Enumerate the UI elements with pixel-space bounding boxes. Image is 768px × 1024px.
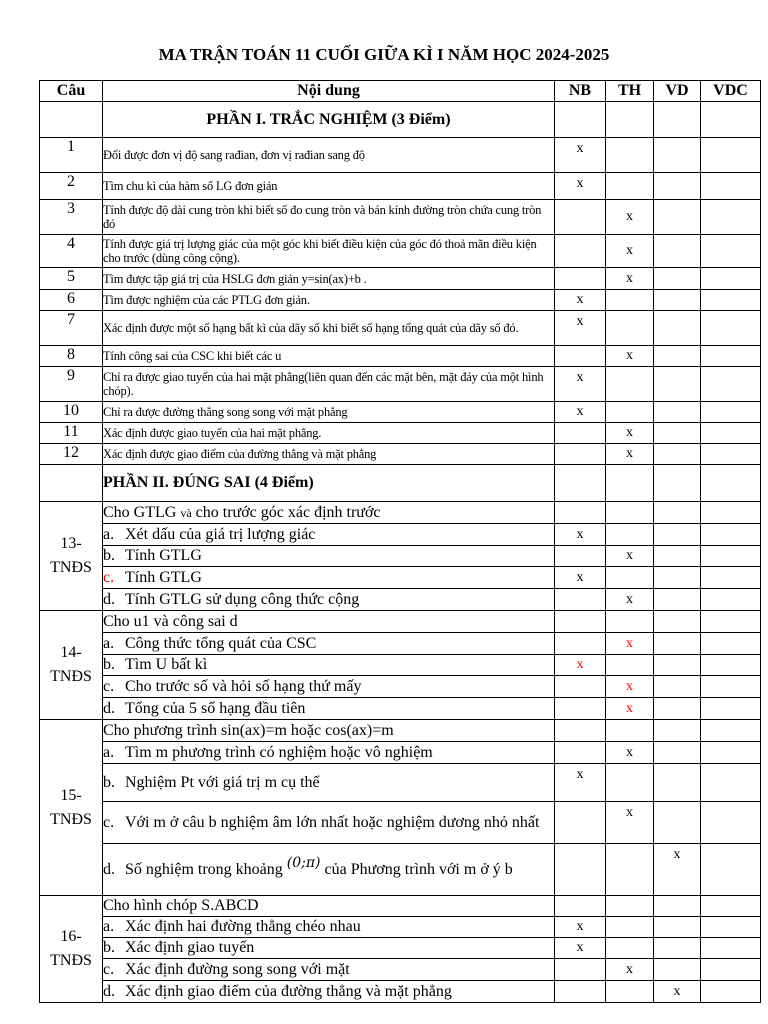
header-cau: Câu <box>40 81 103 102</box>
group-label-number: 16- <box>60 928 82 945</box>
sub-item <box>103 589 555 611</box>
cell-nb: x <box>555 290 606 311</box>
cell-vd <box>654 402 701 423</box>
interval-formula: (0;π) <box>286 854 321 871</box>
group-intro-row <box>40 502 761 524</box>
cell-vdc <box>701 676 761 698</box>
cell-vdc <box>701 764 761 802</box>
cell-vd <box>654 367 701 402</box>
question-description: Tìm chu kì của hàm số LG đơn giản <box>103 173 555 200</box>
sub-item-letter: d. <box>103 860 115 878</box>
question-number: 5 <box>40 268 103 290</box>
sub-item <box>103 633 555 655</box>
question-row <box>40 346 761 367</box>
cell-vdc <box>701 235 761 268</box>
cell-nb <box>555 444 606 465</box>
sub-item <box>103 676 555 698</box>
cell-vd <box>654 346 701 367</box>
group-intro-row <box>40 611 761 633</box>
cell-vdc <box>701 290 761 311</box>
sub-item-text: Xét dấu của giá trị lượng giác <box>125 525 316 543</box>
cell-vd <box>654 802 701 844</box>
cell-nb <box>555 698 606 720</box>
sub-item-row <box>40 633 761 655</box>
cell-vd: x <box>654 981 701 1003</box>
sub-item-text: Công thức tổng quát của CSC <box>125 634 317 652</box>
cell-th: x <box>606 423 654 444</box>
sub-item-letter: a. <box>103 634 115 652</box>
group-intro-empty-cell <box>555 611 606 633</box>
cell-th <box>606 844 654 896</box>
question-row <box>40 290 761 311</box>
sub-item <box>103 524 555 546</box>
cell-vd <box>654 742 701 764</box>
sub-item <box>103 938 555 959</box>
header-vd: VD <box>654 81 701 102</box>
sub-item-wrap <box>103 634 554 654</box>
group-intro: Cho phương trình sin(ax)=m hoặc cos(ax)=m <box>103 720 555 742</box>
cell-th <box>606 138 654 173</box>
cell-nb: x <box>555 138 606 173</box>
sub-item <box>103 764 555 802</box>
cell-nb <box>555 676 606 698</box>
part-empty-cell <box>555 465 606 502</box>
sub-item-text: Cho trước số và hỏi số hạng thứ mấy <box>125 677 362 695</box>
part-1-row <box>40 102 761 138</box>
question-number: 4 <box>40 235 103 268</box>
cell-vdc <box>701 742 761 764</box>
question-description: Tính công sai của CSC khi biết các u <box>103 346 555 367</box>
sub-item-text: Nghiệm Pt với giá trị m cụ thể <box>125 773 320 791</box>
group-label-number: 13- <box>60 535 82 552</box>
sub-item-text-before: Số nghiệm trong khoảng <box>125 860 283 878</box>
header-th: TH <box>606 81 654 102</box>
sub-item-letter: b. <box>103 547 115 564</box>
cell-nb <box>555 268 606 290</box>
cell-vd <box>654 524 701 546</box>
group-intro-empty-cell <box>606 611 654 633</box>
sub-item-letter: c. <box>103 568 115 586</box>
cell-vd <box>654 311 701 346</box>
sub-item-wrap <box>103 960 554 980</box>
sub-item-letter: d. <box>103 699 115 717</box>
document-title: MA TRẬN TOÁN 11 CUỐI GIỮA KÌ I NĂM HỌC 2024-2025 <box>158 45 610 64</box>
cell-vdc <box>701 655 761 676</box>
cell-th <box>606 938 654 959</box>
cell-nb <box>555 200 606 235</box>
cell-nb <box>555 959 606 981</box>
cell-nb <box>555 423 606 444</box>
question-number: 9 <box>40 367 103 402</box>
cell-th: x <box>606 742 654 764</box>
group-intro-empty-cell <box>606 896 654 917</box>
sub-item <box>103 742 555 764</box>
cell-th: x <box>606 346 654 367</box>
sub-item-wrap <box>103 854 554 880</box>
sub-item-wrap <box>103 917 554 937</box>
part-empty-cell <box>701 465 761 502</box>
sub-item-wrap <box>103 546 554 566</box>
cell-nb <box>555 235 606 268</box>
question-number: 11 <box>40 423 103 444</box>
cell-th: x <box>606 959 654 981</box>
sub-item-row <box>40 981 761 1003</box>
part-title: PHẦN II. ĐÚNG SAI (4 Điểm) <box>103 465 555 502</box>
cell-vd <box>654 764 701 802</box>
sub-item-row <box>40 764 761 802</box>
cell-vdc <box>701 268 761 290</box>
part-empty-cell <box>654 102 701 138</box>
header-noi-dung: Nội dung <box>103 81 555 102</box>
cell-nb: x <box>555 367 606 402</box>
cell-vdc <box>701 844 761 896</box>
group-label-number: 14- <box>60 644 82 661</box>
cell-vd <box>654 546 701 567</box>
question-row <box>40 444 761 465</box>
cell-vd <box>654 698 701 720</box>
cell-vdc <box>701 138 761 173</box>
question-row <box>40 235 761 268</box>
cell-vdc <box>701 698 761 720</box>
cell-th: x <box>606 633 654 655</box>
cell-vd <box>654 938 701 959</box>
group-label-type: TNĐS <box>50 668 92 685</box>
cell-th: x <box>606 235 654 268</box>
sub-item-row <box>40 589 761 611</box>
cell-vdc <box>701 589 761 611</box>
sub-item-letter: a. <box>103 918 115 935</box>
sub-item-wrap <box>103 813 554 833</box>
cell-nb: x <box>555 524 606 546</box>
question-description: Tính được giá trị lượng giác của một góc khi biết điều kiện của góc đó thoả mãn điều kiện cho trước (dùng công cộng). <box>103 235 555 268</box>
cell-vd <box>654 290 701 311</box>
cell-vdc <box>701 346 761 367</box>
question-number: 1 <box>40 138 103 173</box>
sub-item-row <box>40 676 761 698</box>
cell-th <box>606 981 654 1003</box>
sub-item-wrap <box>103 568 554 588</box>
cell-vdc <box>701 917 761 938</box>
group-intro-empty-cell <box>654 502 701 524</box>
sub-item-letter: b. <box>103 939 115 956</box>
question-description: Tính được độ dài cung tròn khi biết số đo cung tròn và bán kính đường tròn chứa cung tròn đó <box>103 200 555 235</box>
sub-item-text: Xác định giao điểm của đường thẳng và mặt phẳng <box>125 982 452 1000</box>
question-row <box>40 173 761 200</box>
cell-th <box>606 917 654 938</box>
cell-vd <box>654 655 701 676</box>
sub-item-letter: a. <box>103 525 115 543</box>
cell-th <box>606 764 654 802</box>
question-description: Tìm được tập giá trị của HSLG đơn giản y=sin(ax)+b . <box>103 268 555 290</box>
sub-item-wrap <box>103 743 554 763</box>
cell-nb <box>555 981 606 1003</box>
sub-item-wrap <box>103 699 554 719</box>
cell-vdc <box>701 173 761 200</box>
sub-item <box>103 546 555 567</box>
cell-vd <box>654 235 701 268</box>
sub-item-text: Tính GTLG <box>125 568 202 586</box>
cell-nb: x <box>555 311 606 346</box>
question-description: Xác định được một số hạng bất kì của dãy số khi biết số hạng tổng quát của dãy số đó. <box>103 311 555 346</box>
question-number: 2 <box>40 173 103 200</box>
sub-item-wrap <box>103 982 554 1002</box>
sub-item-letter: b. <box>103 773 115 791</box>
sub-item-text: Tính GTLG <box>125 547 202 564</box>
sub-item-text: Tổng của 5 số hạng đầu tiên <box>125 699 306 717</box>
sub-item <box>103 981 555 1003</box>
question-row <box>40 423 761 444</box>
question-row <box>40 311 761 346</box>
part-title: PHẦN I. TRẮC NGHIỆM (3 Điểm) <box>103 102 555 138</box>
sub-item-letter: c. <box>103 677 115 695</box>
sub-item-row <box>40 546 761 567</box>
cell-nb <box>555 742 606 764</box>
cell-vdc <box>701 402 761 423</box>
content-matrix-table <box>39 80 761 1003</box>
header-nb: NB <box>555 81 606 102</box>
group-intro-empty-cell <box>701 502 761 524</box>
question-number: 3 <box>40 200 103 235</box>
group-intro-rest: cho trước góc xác định trước <box>191 503 381 521</box>
question-description: Xác định được giao điểm của đường thẳng và mặt phẳng <box>103 444 555 465</box>
sub-item-text <box>125 854 513 880</box>
cell-vdc <box>701 311 761 346</box>
sub-item-letter: b. <box>103 656 115 673</box>
question-row <box>40 367 761 402</box>
group-intro-small: và <box>180 505 192 520</box>
group-intro-row <box>40 720 761 742</box>
sub-item-row <box>40 802 761 844</box>
cell-th <box>606 173 654 200</box>
sub-item-letter: a. <box>103 743 115 761</box>
group-label-type: TNĐS <box>50 952 92 969</box>
question-number: 8 <box>40 346 103 367</box>
cell-vd <box>654 589 701 611</box>
sub-item <box>103 959 555 981</box>
group-label <box>40 611 103 720</box>
sub-item-wrap <box>103 677 554 697</box>
cell-vdc <box>701 546 761 567</box>
sub-item-row <box>40 698 761 720</box>
sub-item-text: Xác định giao tuyến <box>125 939 255 956</box>
cell-vdc <box>701 981 761 1003</box>
cell-vdc <box>701 567 761 589</box>
sub-item-row <box>40 938 761 959</box>
question-description: Xác định được giao tuyến của hai mặt phẳng. <box>103 423 555 444</box>
group-label-type: TNĐS <box>50 559 92 576</box>
cell-th: x <box>606 589 654 611</box>
cell-vd <box>654 268 701 290</box>
cell-vd <box>654 444 701 465</box>
question-number: 12 <box>40 444 103 465</box>
group-intro-empty-cell <box>555 720 606 742</box>
cell-vd <box>654 423 701 444</box>
cell-vd <box>654 173 701 200</box>
cell-nb <box>555 546 606 567</box>
group-intro-empty-cell <box>555 502 606 524</box>
group-intro-empty-cell <box>606 720 654 742</box>
cell-nb <box>555 844 606 896</box>
question-row <box>40 200 761 235</box>
cell-th: x <box>606 802 654 844</box>
question-description: Chỉ ra được đường thẳng song song với mặt phẳng <box>103 402 555 423</box>
cell-vdc <box>701 959 761 981</box>
cell-vd <box>654 567 701 589</box>
sub-item-text-after: của Phương trình với m ở ý b <box>324 860 513 878</box>
cell-th <box>606 402 654 423</box>
sub-item-wrap <box>103 525 554 545</box>
question-row <box>40 268 761 290</box>
cell-th <box>606 655 654 676</box>
cell-nb: x <box>555 938 606 959</box>
cell-vdc <box>701 524 761 546</box>
cell-nb: x <box>555 764 606 802</box>
part-empty-cell <box>555 102 606 138</box>
header-row <box>40 81 761 102</box>
cell-nb: x <box>555 173 606 200</box>
cell-nb: x <box>555 917 606 938</box>
sub-item-text: Xác định đường song song với mặt <box>125 960 350 978</box>
sub-item <box>103 802 555 844</box>
sub-item-text: Xác định hai đường thẳng chéo nhau <box>125 918 361 935</box>
cell-vd <box>654 676 701 698</box>
sub-item-wrap <box>103 773 554 793</box>
sub-item <box>103 917 555 938</box>
sub-item-row <box>40 844 761 896</box>
cell-vdc <box>701 367 761 402</box>
question-description: Đổi được đơn vị độ sang rađian, đơn vị rađian sang độ <box>103 138 555 173</box>
cell-th: x <box>606 200 654 235</box>
cell-vd <box>654 200 701 235</box>
question-row <box>40 402 761 423</box>
cell-vd <box>654 138 701 173</box>
group-intro <box>103 502 555 524</box>
question-number: 7 <box>40 311 103 346</box>
group-intro: Cho hình chóp S.ABCD <box>103 896 555 917</box>
sub-item-text: Tìm m phương trình có nghiệm hoặc vô nghiệm <box>125 743 433 761</box>
cell-th: x <box>606 676 654 698</box>
cell-vdc <box>701 938 761 959</box>
cell-vd: x <box>654 844 701 896</box>
sub-item-row <box>40 524 761 546</box>
sub-item-row <box>40 742 761 764</box>
cell-th: x <box>606 546 654 567</box>
part-empty-cell <box>606 465 654 502</box>
cell-vdc <box>701 802 761 844</box>
cell-th: x <box>606 444 654 465</box>
cell-th <box>606 567 654 589</box>
cell-th: x <box>606 268 654 290</box>
cell-vdc <box>701 633 761 655</box>
cell-nb: x <box>555 567 606 589</box>
question-description: Tìm được nghiệm của các PTLG đơn giản. <box>103 290 555 311</box>
cell-vd <box>654 633 701 655</box>
cell-vdc <box>701 444 761 465</box>
part-num-cell <box>40 102 103 138</box>
cell-nb: x <box>555 402 606 423</box>
sub-item-wrap <box>103 655 554 675</box>
part-empty-cell <box>654 465 701 502</box>
cell-nb <box>555 633 606 655</box>
group-intro-empty-cell <box>654 896 701 917</box>
part-num-cell <box>40 465 103 502</box>
part-empty-cell <box>701 102 761 138</box>
sub-item-row <box>40 917 761 938</box>
group-intro-empty-cell <box>701 896 761 917</box>
sub-item <box>103 567 555 589</box>
header-vdc: VDC <box>701 81 761 102</box>
sub-item-row <box>40 655 761 676</box>
group-label <box>40 896 103 1003</box>
group-intro-empty-cell <box>654 611 701 633</box>
cell-vd <box>654 917 701 938</box>
cell-th <box>606 524 654 546</box>
cell-nb <box>555 589 606 611</box>
sub-item-letter: c. <box>103 960 115 978</box>
sub-item <box>103 655 555 676</box>
part-empty-cell <box>606 102 654 138</box>
question-row <box>40 138 761 173</box>
cell-vd <box>654 959 701 981</box>
part-2-row <box>40 465 761 502</box>
cell-vdc <box>701 423 761 444</box>
sub-item <box>103 844 555 896</box>
sub-item-text: Tính GTLG sử dụng công thức cộng <box>125 590 360 608</box>
group-intro: Cho u1 và công sai d <box>103 611 555 633</box>
question-number: 6 <box>40 290 103 311</box>
cell-th <box>606 367 654 402</box>
sub-item-text: Tìm U bất kì <box>125 656 208 673</box>
sub-item-letter: d. <box>103 982 115 1000</box>
group-intro-empty-cell <box>701 720 761 742</box>
group-intro-empty-cell <box>701 611 761 633</box>
cell-nb <box>555 802 606 844</box>
sub-item-letter: d. <box>103 590 115 608</box>
sub-item-text: Với m ở câu b nghiệm âm lớn nhất hoặc nghiệm dương nhỏ nhất <box>125 813 540 831</box>
group-label-number: 15- <box>60 786 82 804</box>
group-intro-row <box>40 896 761 917</box>
question-description: Chỉ ra được giao tuyến của hai mặt phẳng(liên quan đến các mặt bên, mặt đáy của một hình chóp). <box>103 367 555 402</box>
sub-item-wrap <box>103 938 554 958</box>
group-intro-empty-cell <box>606 502 654 524</box>
group-label-type: TNĐS <box>50 810 92 828</box>
sub-item <box>103 698 555 720</box>
cell-th <box>606 290 654 311</box>
cell-th <box>606 311 654 346</box>
cell-vdc <box>701 200 761 235</box>
sub-item-wrap <box>103 590 554 610</box>
sub-item-row <box>40 567 761 589</box>
cell-th: x <box>606 698 654 720</box>
sub-item-row <box>40 959 761 981</box>
group-label <box>40 720 103 896</box>
sub-item-letter: c. <box>103 813 115 831</box>
question-number: 10 <box>40 402 103 423</box>
group-intro-empty-cell <box>555 896 606 917</box>
group-label <box>40 502 103 611</box>
cell-nb: x <box>555 655 606 676</box>
group-intro-empty-cell <box>654 720 701 742</box>
group-intro-main: Cho GTLG <box>103 503 181 521</box>
cell-nb <box>555 346 606 367</box>
